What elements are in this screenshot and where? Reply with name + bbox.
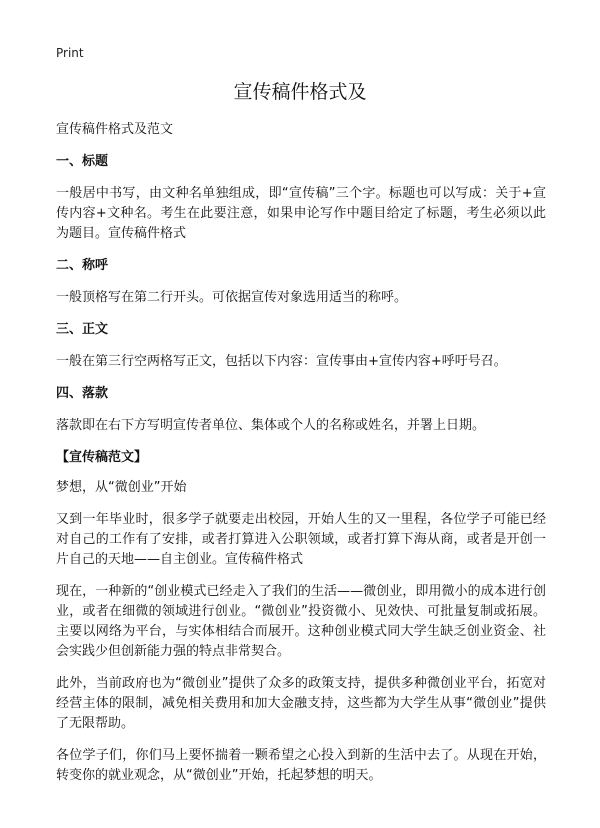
section-body-title: 一般居中书写，由文种名单独组成，即“宣传稿”三个字。标题也可以写成：关于+宣传内容+文种名。考生在此要注意，如果申论写作中题目给定了标题，考生必须以此为题目。宣传稿件格式	[56, 186, 546, 241]
section-heading-salutation: 二、称呼	[56, 258, 109, 273]
example-heading: 【宣传稿范文】	[56, 450, 148, 465]
print-label: Print	[56, 46, 84, 60]
example-paragraph: 现在，一种新的“创业模式已经走入了我们的生活——微创业，即用微小的成本进行创业，或者在细微的领域进行创业。“微创业”投资微小、见效快、可批量复制或拓展。主要以网络为平台，与实体相结合而展开。这种创业模式同大学生缺乏创业资金、社会实践少但创新能力强的特点非常契合。	[56, 584, 546, 659]
section-body-signature: 落款即在右下方写明宣传者单位、集体或个人的名称或姓名，并署上日期。	[56, 418, 486, 433]
example-paragraph: 各位学子们，你们马上要怀揣着一颗希望之心投入到新的生活中去了。从现在开始，转变你的就业观念，从“微创业”开始，托起梦想的明天。	[56, 748, 546, 783]
section-heading-main-text: 三、正文	[56, 322, 109, 337]
section-body-main-text: 一般在第三行空两格写正文，包括以下内容：宣传事由+宣传内容+呼吁号召。	[56, 354, 507, 369]
intro-line: 宣传稿件格式及范文	[56, 122, 174, 137]
document-body	[56, 120, 546, 798]
example-subtitle: 梦想，从“微创业”开始	[56, 480, 187, 495]
example-paragraph: 此外，当前政府也为“微创业”提供了众多的政策支持，提供多种微创业平台，拓宽对经营主体的限制，减免相关费用和加大金融支持，这些都为大学生从事“微创业”提供了无限帮助。	[56, 676, 546, 731]
section-heading-signature: 四、落款	[56, 386, 109, 401]
document-title: 宣传稿件格式及	[233, 81, 367, 103]
example-paragraph: 又到一年毕业时，很多学子就要走出校园，开始人生的又一里程，各位学子可能已经对自己的工作有了安排，或者打算进入公职领域，或者打算下海从商，或者是开创一片自己的天地——自主创业。宣传稿件格式	[56, 512, 546, 567]
section-body-salutation: 一般顶格写在第二行开头。可依据宣传对象选用适当的称呼。	[56, 290, 408, 305]
section-heading-title: 一、标题	[56, 154, 109, 169]
